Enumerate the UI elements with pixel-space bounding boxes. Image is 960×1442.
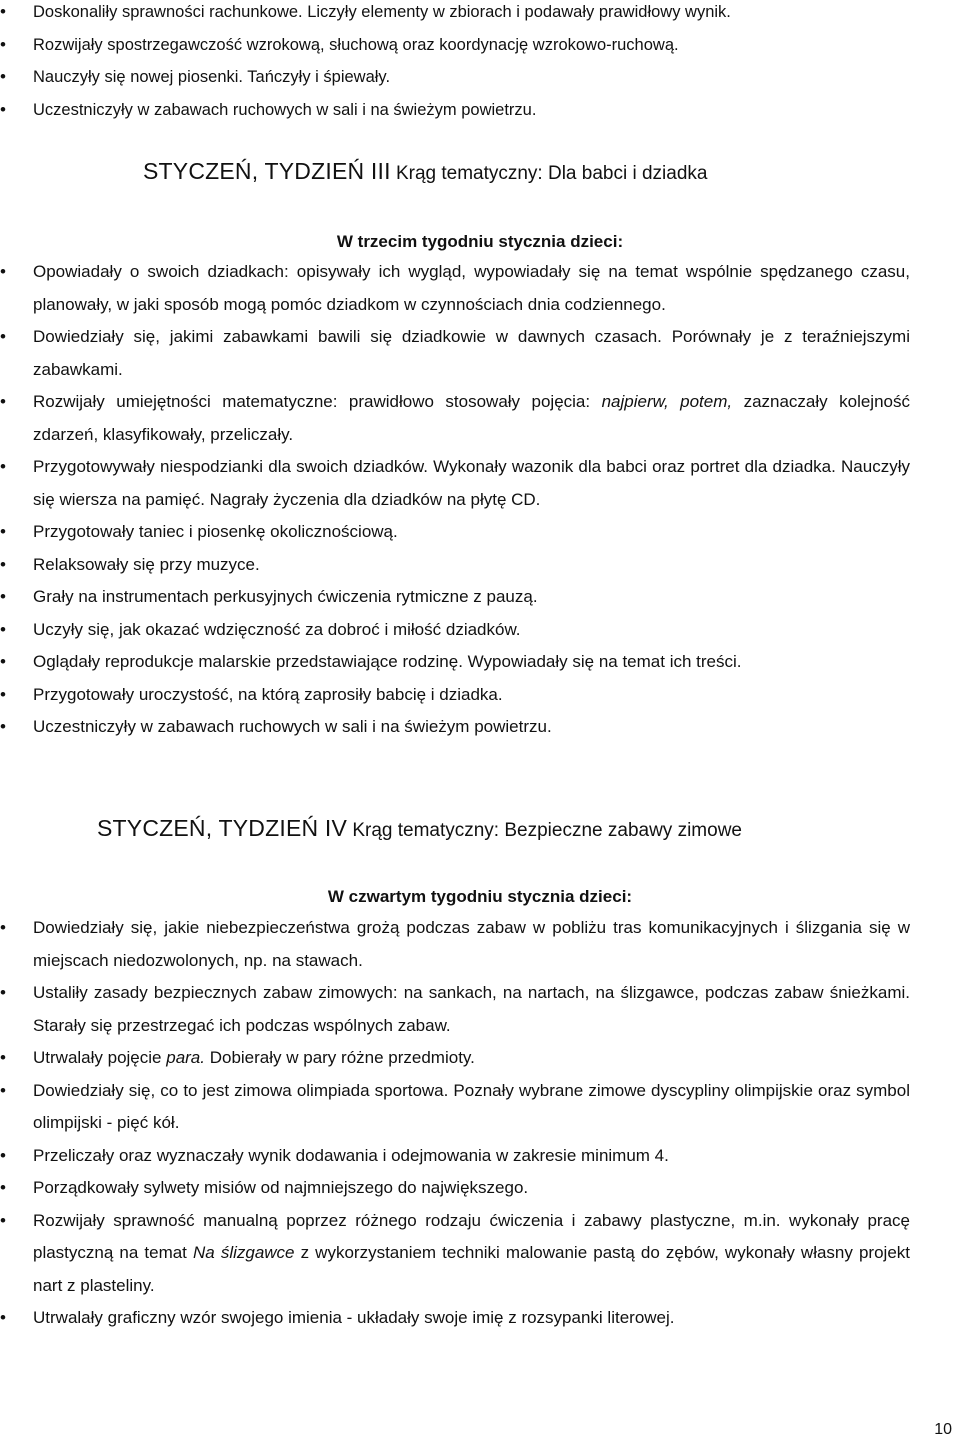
intro-bullet-list bbox=[0, 0, 960, 126]
list-item bbox=[0, 386, 960, 451]
list-item: • Uczestniczyły w zabawach ruchowych w sali i na świeżym powietrzu. bbox=[0, 94, 960, 127]
week4-heading-main: STYCZEŃ, TYDZIEŃ IV bbox=[97, 815, 348, 841]
list-item: • Ustaliły zasady bezpiecznych zabaw zimowych: na sankach, na nartach, na ślizgawce, podczas zabaw śnieżkami. Starały się przestrzegać ich podczas wspólnych zabaw. bbox=[0, 977, 960, 1042]
week3-heading-theme: Krąg tematyczny: Dla babci i dziadka bbox=[395, 163, 708, 184]
week4-heading bbox=[0, 813, 960, 846]
week3-subheading: W trzecim tygodniu stycznia dzieci: bbox=[336, 232, 624, 251]
week3-heading bbox=[0, 156, 960, 189]
week4-subheading: W czwartym tygodniu stycznia dzieci: bbox=[327, 887, 633, 906]
list-item: • Uczestniczyły w zabawach ruchowych w sali i na świeżym powietrzu. bbox=[0, 711, 960, 744]
list-item: • Oglądały reprodukcje malarskie przedstawiające rodzinę. Wypowiadały się na temat ich treści. bbox=[0, 646, 960, 679]
list-item-text: Dobierały w pary różne przedmioty. bbox=[204, 1048, 475, 1067]
list-item: • Dowiedziały się, co to jest zimowa olimpiada sportowa. Poznały wybrane zimowe dyscypliny olimpijskie oraz symbol olimpijski - pięć kół. bbox=[0, 1075, 960, 1140]
list-item: • Dowiedziały się, jakimi zabawkami bawili się dziadkowie w dawnych czasach. Porównały je z teraźniejszymi zabawkami. bbox=[0, 321, 960, 386]
list-item-text: Rozwijały umiejętności matematyczne: prawidłowo stosowały pojęcia: bbox=[33, 392, 602, 411]
week3-bullet-list bbox=[0, 256, 960, 744]
list-item: • Przygotowywały niespodzianki dla swoich dziadków. Wykonały wazonik dla babci oraz portret dla dziadka. Nauczyły się wiersza na pamięć. Nagrały życzenia dla dziadków na płytę CD. bbox=[0, 451, 960, 516]
list-item: • Przygotowały taniec i piosenkę okolicznościową. bbox=[0, 516, 960, 549]
list-item bbox=[0, 1042, 960, 1075]
list-item: • Rozwijały spostrzegawczość wzrokową, słuchową oraz koordynację wzrokowo-ruchową. bbox=[0, 29, 960, 62]
list-item bbox=[0, 1205, 960, 1303]
list-item-text: Rozwijały sprawność manualną poprzez różnego rodzaju ćwiczenia i zabawy plastyczne, m.in. wykonały pracę plastyczną na temat bbox=[33, 1210, 910, 1262]
list-item: • Porządkowały sylwety misiów od najmniejszego do największego. bbox=[0, 1172, 960, 1205]
list-item-text: z wykorzystaniem techniki malowanie pastą do zębów, wykonały własny projekt nart z plasteliny. bbox=[33, 1243, 910, 1295]
list-item: • Przygotowały uroczystość, na którą zaprosiły babcię i dziadka. bbox=[0, 679, 960, 712]
list-item-text: zaznaczały kolejność zdarzeń, klasyfikowały, przeliczały. bbox=[33, 392, 910, 444]
list-item: • Dowiedziały się, jakie niebezpieczeństwa grożą podczas zabaw w pobliżu tras komunikacyjnych i ślizgania się w miejscach niedozwolonych, np. na stawach. bbox=[0, 912, 960, 977]
list-item-italic-term: najpierw, potem, bbox=[601, 392, 733, 411]
list-item-italic-term: para. bbox=[166, 1048, 205, 1067]
list-item: • Uczyły się, jak okazać wdzięczność za dobroć i miłość dziadków. bbox=[0, 614, 960, 647]
list-item-text: Utrwalały pojęcie bbox=[33, 1048, 167, 1067]
list-item-italic-term: Na ślizgawce bbox=[193, 1243, 295, 1262]
list-item: • Przeliczały oraz wyznaczały wynik dodawania i odejmowania w zakresie minimum 4. bbox=[0, 1140, 960, 1173]
page-number: 10 bbox=[934, 1421, 952, 1438]
list-item: • Grały na instrumentach perkusyjnych ćwiczenia rytmiczne z pauzą. bbox=[0, 581, 960, 614]
week4-bullet-list bbox=[0, 912, 960, 1335]
list-item: • Relaksowały się przy muzyce. bbox=[0, 549, 960, 582]
week4-heading-theme: Krąg tematyczny: Bezpieczne zabawy zimowe bbox=[352, 820, 742, 841]
list-item: • Utrwalały graficzny wzór swojego imienia - układały swoje imię z rozsypanki literowej. bbox=[0, 1302, 960, 1335]
list-item: • Opowiadały o swoich dziadkach: opisywały ich wygląd, wypowiadały się na temat wspólnie spędzanego czasu, planowały, w jaki sposób mogą pomóc dziadkom w czynnościach dnia codziennego. bbox=[0, 256, 960, 321]
list-item: • Nauczyły się nowej piosenki. Tańczyły i śpiewały. bbox=[0, 61, 960, 94]
week3-heading-main: STYCZEŃ, TYDZIEŃ III bbox=[143, 158, 391, 184]
list-item: • Doskonaliły sprawności rachunkowe. Liczyły elementy w zbiorach i podawały prawidłowy wynik. bbox=[0, 0, 960, 29]
